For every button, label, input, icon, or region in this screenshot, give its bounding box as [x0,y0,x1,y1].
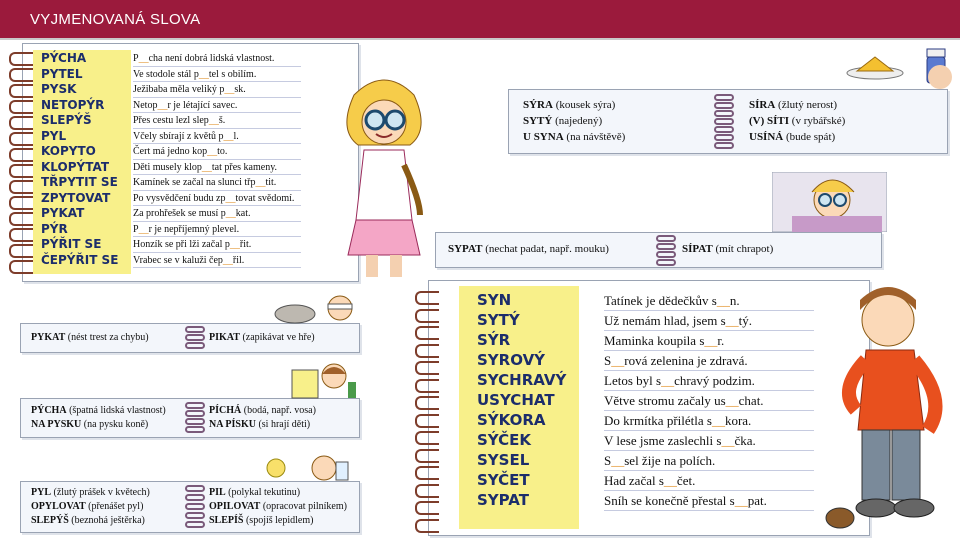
sentence-end: l. [233,130,239,142]
pair-sheet-pykat [20,323,360,353]
example-sentence [133,69,256,80]
ring [9,196,33,210]
ring [9,260,33,274]
spiral-coil [185,334,205,341]
pair-meaning: (žlutý prášek v květech) [51,487,150,498]
sentence-start: Kamínek se začal na slunci třp [133,177,256,188]
sentence-start: Děti musely klop [133,161,202,173]
blank-gap: __ [721,433,735,448]
pair-keyword: PYL [31,487,51,498]
pair-meaning: (v rybářské) [789,115,846,127]
pair-line [523,115,602,127]
spiral-coil [714,142,734,149]
pair-line [209,515,313,526]
pair-line [749,131,835,143]
ruled-line [133,143,301,144]
sentence-end: tit. [265,177,277,188]
blank-gap: __ [208,115,219,126]
ring [9,180,33,194]
example-sentence [604,313,752,329]
header-divider [0,38,960,40]
pair-keyword: OPILOVAT [209,501,261,512]
spiral-coil [185,426,205,433]
ruled-line [133,267,301,268]
sentence-start: Do krmítka přilétla s [604,413,712,428]
ring [9,100,33,114]
example-sentence [133,53,274,64]
ring [9,132,33,146]
header-bar [0,0,960,38]
pair-meaning: (beznohá ještěrka) [68,515,145,526]
spiral-coil [185,418,205,425]
sentence-end: pat. [747,493,767,508]
example-sentence [604,333,724,349]
sentence-start: P [133,223,139,235]
pair-meaning: (na návštěvě) [563,131,626,143]
word-label: PYSK [41,82,77,96]
spiral-coil [185,503,205,510]
sentence-end: r je nepříjemný plevel. [148,223,240,235]
sentence-start: Tatínek je dědečkův s [604,293,717,308]
ring [415,519,439,533]
example-sentence [604,413,751,429]
ring [415,344,439,358]
example-sentence [133,100,237,111]
sentence-end: kat. [235,208,251,219]
ring [9,148,33,162]
ring [415,431,439,445]
pair-line [31,501,143,512]
example-sentence [133,84,246,95]
sentence-start: Netop [133,99,158,111]
spiral-coil [185,342,205,349]
word-label: SÝKORA [477,411,546,429]
ring [415,291,439,305]
word-label: SLEPÝŠ [41,113,92,127]
sentence-end: sel žije na polích. [624,453,716,468]
ruled-line [604,330,814,331]
pair-line [523,131,625,143]
blank-gap: __ [138,223,149,235]
ruled-line [133,159,301,160]
blank-gap: __ [198,68,209,80]
ring [415,326,439,340]
spiral-coil [185,410,205,417]
sentence-start: Honzík se při lži začal p [133,239,230,250]
blank-gap: __ [138,53,149,64]
spiral-binding [185,326,205,350]
ruled-line [604,390,814,391]
spiral-coil [714,126,734,133]
ring [415,449,439,463]
ruled-line [604,510,814,511]
girl-illustration [340,70,428,280]
pair-keyword: NA PYSKU [31,419,82,430]
sentence-start: Čert má jedno kop [133,146,208,157]
example-sentence [604,473,695,489]
pair-line [31,419,148,430]
pair-meaning: (polykal tekutinu) [225,487,301,498]
pair-keyword: (V) SÍTI [749,115,790,127]
word-label: PÝŘIT SE [41,237,102,251]
sentence-start: Po vysvědčení budu zp [133,192,226,204]
ruled-line [604,310,814,311]
ring [415,466,439,480]
pair-right-pikat: PIKAT (zapikávat ve hře) [209,332,315,343]
example-sentence [133,239,251,250]
pair-right-sipat: SÍPAT (mít chrapot) [682,243,774,255]
sentence-end: r je létající savec. [167,99,238,111]
pair-keyword: PÝCHA [31,405,67,416]
example-sentence [133,131,239,142]
ring [9,228,33,242]
ring [9,52,33,66]
sentence-end: kora. [724,413,752,428]
ruled-line [604,350,814,351]
blank-gap: __ [229,239,240,250]
sentence-end: n. [729,293,740,308]
ring [415,379,439,393]
sentence-end: sk. [234,84,246,95]
spiral-coil [656,235,676,242]
word-label: PYTEL [41,66,83,81]
word-label: SYČET [477,471,530,489]
example-sentence [133,146,227,157]
pair-meaning: (přenášet pyl) [85,501,144,512]
ring [9,68,33,82]
sick-girl-illustration [772,172,887,232]
ring [9,84,33,98]
pair-meaning: (bude spát) [783,131,836,143]
pair-line [209,405,316,416]
blank-gap: __ [663,473,677,488]
spiral-binding [656,235,676,265]
spiral-coil [714,110,734,117]
word-label: KOPYTO [41,144,96,158]
ruled-line [133,236,301,237]
spiral-binding [714,94,734,150]
notebook-sheet-pycha [22,43,359,282]
spiral-coil [185,494,205,501]
ruled-line [604,450,814,451]
pair-sheet-sypat [435,232,882,268]
blank-gap: __ [711,413,725,428]
sentence-end: tat přes kameny. [211,161,278,173]
ring [415,484,439,498]
pair-sheet-pyl [20,481,360,533]
sentence-start: Ve stodole stál p [133,68,199,80]
word-label: KLOPÝTAT [41,159,109,174]
pair-sheet-pycha [20,398,360,438]
blank-gap: __ [611,453,625,468]
spiral-coil [714,134,734,141]
sentence-start: Sníh se konečně přestal s [604,493,735,508]
blank-gap: __ [223,130,234,142]
word-label: SÝČEK [477,431,532,449]
pairs-sheet-syra [508,89,948,154]
ruled-line [133,205,301,206]
ring [9,164,33,178]
notebook-sheet-syn [428,280,870,536]
word-label: PYKAT [41,206,85,220]
notebook-rings [9,44,31,281]
rabbit-illustration [270,292,355,324]
sentence-end: řil. [232,254,245,266]
sentence-end: čka. [734,433,756,448]
word-label: NETOPÝR [41,97,105,112]
sentence-start: Had začal s [604,473,664,488]
spiral-coil [185,521,205,528]
ruled-line [133,221,301,222]
pair-line [209,487,300,498]
example-sentence [604,393,764,409]
pair-meaning: (na pysku koně) [81,419,149,430]
ring [415,309,439,323]
pair-meaning: (spojíš lepidlem) [243,515,314,526]
example-sentence [133,224,239,235]
pair-line [209,419,310,430]
ruled-line [133,97,301,98]
boy-with-tray-illustration [845,43,955,95]
ruled-line [604,370,814,371]
ruled-line [133,190,301,191]
example-sentence [133,162,277,173]
spiral-binding [185,402,205,434]
spiral-coil [714,94,734,101]
blank-gap: __ [207,146,218,157]
ruled-line [133,66,301,67]
sentence-start: Letos byl s [604,373,662,388]
pair-keyword: PIL [209,487,226,498]
pair-meaning: (si hrají děti) [255,419,311,430]
example-sentence [604,293,740,309]
pair-line [209,501,347,512]
sentence-end: cha není dobrá lidská vlastnost. [148,53,275,64]
example-sentence [604,353,748,369]
pair-keyword: SYTÝ [523,115,553,127]
pair-line [31,487,150,498]
blank-gap: __ [255,177,266,188]
blank-gap: __ [157,99,168,111]
pair-line [749,115,845,127]
pair-meaning: (kousek sýra) [552,99,616,111]
example-sentence [604,453,715,469]
example-sentence [133,255,244,266]
blank-gap: __ [611,353,625,368]
ruled-line [133,112,301,113]
boy-with-book-illustration [290,362,358,400]
spiral-coil [656,243,676,250]
sentence-end: r. [717,333,725,348]
blank-gap: __ [225,192,236,204]
ring [9,116,33,130]
pair-keyword: SÝRA [523,99,553,111]
ring [415,361,439,375]
ruled-line [133,81,301,82]
ruled-line [133,128,301,129]
spiral-coil [714,102,734,109]
pair-keyword: OPYLOVAT [31,501,86,512]
pair-line [31,405,166,416]
example-sentence [133,115,225,126]
sentence-end: chravý podzim. [674,373,755,388]
word-label: ZPYTOVAT [41,190,111,205]
blank-gap: __ [704,333,718,348]
ruled-line [604,410,814,411]
boy-drinking-illustration [262,454,358,484]
word-label: SYSEL [477,451,530,469]
page-title: VYJMENOVANÁ SLOVA [30,11,201,28]
sentence-start: Přes cestu lezl slep [133,115,209,126]
sentence-end: čet. [676,473,696,488]
word-label: PÝCHA [41,51,87,65]
sentence-start: S [604,453,612,468]
sentence-start: Vrabec se v kaluži čep [133,254,223,266]
sentence-end: to. [217,146,228,157]
sentence-end: rová zelenina je zdravá. [624,353,748,368]
ring [9,244,33,258]
ruled-line [604,430,814,431]
pair-keyword: USÍNÁ [749,131,784,143]
spiral-coil [656,251,676,258]
blank-gap: __ [734,493,748,508]
ruled-line [604,490,814,491]
ruled-line [133,252,301,253]
example-sentence [604,433,756,449]
pair-keyword: SÍRA [749,99,776,111]
example-sentence [133,208,250,219]
pair-left-pykat: PYKAT (nést trest za chybu) [31,332,149,343]
blank-gap: __ [661,373,675,388]
pair-meaning: (bodá, např. vosa) [241,405,316,416]
pair-meaning: (špatná lidská vlastnost) [66,405,166,416]
notebook-rings [415,281,437,535]
word-label: TŘPYTIT SE [41,175,118,189]
word-label: SÝR [477,331,511,349]
sentence-start: Za prohřešek se musí p [133,208,226,219]
pair-line [31,515,145,526]
blank-gap: __ [725,393,739,408]
pair-line [749,99,837,111]
spiral-coil [185,512,205,519]
sentence-end: řit. [239,239,252,250]
word-label: ČEPÝŘIT SE [41,252,119,267]
pair-keyword: PÍCHÁ [209,405,242,416]
sentence-start: Větve stromu začaly us [604,393,726,408]
ring [415,501,439,515]
word-label: SYPAT [477,491,529,509]
blank-gap: __ [222,254,233,266]
blank-gap: __ [201,161,212,173]
blank-gap: __ [224,84,235,95]
sentence-end: tel s obilím. [208,68,257,80]
spiral-coil [656,259,676,266]
example-sentence [604,493,767,509]
pair-left-sypat: SYPAT (nechat padat, např. mouku) [448,243,609,255]
sentence-start: Už nemám hlad, jsem s [604,313,726,328]
sentence-end: tý. [738,313,753,328]
ring [9,212,33,226]
example-sentence [133,193,294,204]
blank-gap: __ [225,208,236,219]
word-label: PÝR [41,221,68,236]
pair-keyword: U SYNA [523,131,564,143]
sentence-end: š. [218,115,226,126]
word-label: USYCHAT [477,391,555,409]
pair-keyword: SLEPÝŠ [31,515,69,526]
ruled-line [604,470,814,471]
boy-feeding-birds-illustration [818,280,958,536]
example-sentence [133,177,276,188]
sentence-end: tovat svědomí. [235,192,295,204]
pair-line [523,99,615,111]
ring [415,414,439,428]
sentence-start: V lese jsme zaslechli s [604,433,722,448]
word-label: PYL [41,128,67,143]
sentence-start: Maminka koupila s [604,333,705,348]
spiral-coil [714,118,734,125]
pair-meaning: (najedený) [552,115,603,127]
sentence-start: P [133,53,139,64]
spiral-coil [185,485,205,492]
pair-meaning: (žlutý nerost) [775,99,837,111]
sentence-start: Ježibaba měla veliký p [133,84,225,95]
sentence-end: chat. [738,393,764,408]
sentence-start: S [604,353,612,368]
pair-meaning: (opracovat pilníkem) [260,501,347,512]
sentence-start: Včely sbírají z květů p [133,130,224,142]
word-label: SYN [477,291,512,309]
blank-gap: __ [725,313,739,328]
pair-keyword: SLEPÍŠ [209,515,244,526]
word-label: SYCHRAVÝ [477,371,567,389]
spiral-coil [185,326,205,333]
spiral-coil [185,402,205,409]
word-label: SYROVÝ [477,351,546,369]
example-sentence [604,373,755,389]
word-label: SYTÝ [477,311,520,329]
ring [415,396,439,410]
pair-keyword: NA PÍSKU [209,419,256,430]
spiral-binding [185,485,205,529]
ruled-line [133,174,301,175]
blank-gap: __ [716,293,730,308]
